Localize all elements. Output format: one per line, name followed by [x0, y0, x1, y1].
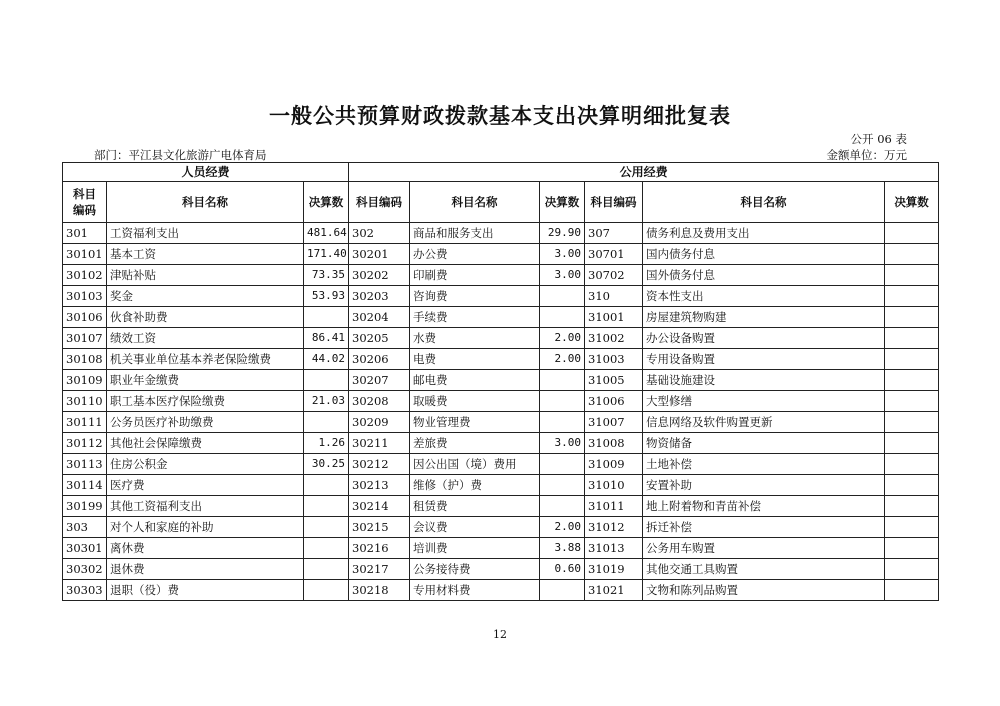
name-cell: 电费: [410, 349, 540, 370]
code-cell: 30101: [63, 244, 107, 265]
code-cell: 30701: [585, 244, 643, 265]
name-cell: 公务接待费: [410, 559, 540, 580]
col-header-amount-2: 决算数: [540, 182, 585, 223]
code-cell: 30206: [349, 349, 410, 370]
name-cell: 会议费: [410, 517, 540, 538]
name-cell: 维修（护）费: [410, 475, 540, 496]
name-cell: 印刷费: [410, 265, 540, 286]
name-cell: 办公费: [410, 244, 540, 265]
name-cell: 伙食补助费: [107, 307, 304, 328]
table-row: [63, 517, 939, 538]
code-cell: 301: [63, 223, 107, 244]
amount-cell: [540, 391, 585, 412]
name-cell: 退休费: [107, 559, 304, 580]
code-cell: 31011: [585, 496, 643, 517]
amount-cell: [304, 538, 349, 559]
table-row: [63, 538, 939, 559]
col-header-code-2: 科目编码: [349, 182, 410, 223]
amount-cell: [304, 496, 349, 517]
amount-cell: [304, 475, 349, 496]
name-cell: 其他工资福利支出: [107, 496, 304, 517]
col-header-code-3: 科目编码: [585, 182, 643, 223]
code-cell: 30217: [349, 559, 410, 580]
amount-cell: 44.02: [304, 349, 349, 370]
table-row: [63, 328, 939, 349]
form-number: 公开 06 表: [850, 132, 907, 146]
amount-cell: [540, 286, 585, 307]
code-cell: 30203: [349, 286, 410, 307]
amount-cell: 3.00: [540, 244, 585, 265]
name-cell: 职业年金缴费: [107, 370, 304, 391]
code-cell: 31021: [585, 580, 643, 601]
code-cell: 30102: [63, 265, 107, 286]
amount-cell: [304, 307, 349, 328]
amount-cell: 481.64: [304, 223, 349, 244]
expenditure-table: [62, 162, 939, 601]
table-row: [63, 307, 939, 328]
name-cell: 土地补偿: [643, 454, 885, 475]
code-cell: 30201: [349, 244, 410, 265]
code-cell: 30103: [63, 286, 107, 307]
group-header-row: [63, 163, 939, 182]
amount-cell: [304, 370, 349, 391]
amount-cell: 53.93: [304, 286, 349, 307]
amount-cell: [885, 328, 939, 349]
amount-cell: 21.03: [304, 391, 349, 412]
code-cell: 31006: [585, 391, 643, 412]
code-cell: 30303: [63, 580, 107, 601]
name-cell: 职工基本医疗保险缴费: [107, 391, 304, 412]
code-cell: 30209: [349, 412, 410, 433]
amount-cell: 171.40: [304, 244, 349, 265]
col-header-amount-1: 决算数: [304, 182, 349, 223]
amount-cell: [540, 454, 585, 475]
amount-cell: [885, 496, 939, 517]
name-cell: 退职（役）费: [107, 580, 304, 601]
amount-cell: [540, 475, 585, 496]
name-cell: 债务利息及费用支出: [643, 223, 885, 244]
amount-cell: [540, 307, 585, 328]
name-cell: 公务员医疗补助缴费: [107, 412, 304, 433]
amount-cell: 29.90: [540, 223, 585, 244]
public-group-header: 公用经费: [349, 163, 939, 182]
amount-cell: [885, 286, 939, 307]
code-cell: 30199: [63, 496, 107, 517]
name-cell: 绩效工资: [107, 328, 304, 349]
name-cell: 咨询费: [410, 286, 540, 307]
code-cell: 30208: [349, 391, 410, 412]
code-cell: 30110: [63, 391, 107, 412]
amount-cell: [304, 559, 349, 580]
amount-cell: 86.41: [304, 328, 349, 349]
amount-cell: [885, 349, 939, 370]
name-cell: 租赁费: [410, 496, 540, 517]
name-cell: 其他交通工具购置: [643, 559, 885, 580]
amount-unit-label: 金额单位：万元: [826, 148, 907, 162]
code-cell: 31005: [585, 370, 643, 391]
table-row: [63, 496, 939, 517]
amount-cell: 73.35: [304, 265, 349, 286]
amount-cell: 30.25: [304, 454, 349, 475]
name-cell: 手续费: [410, 307, 540, 328]
table-row: [63, 223, 939, 244]
code-cell: 30112: [63, 433, 107, 454]
table-row: [63, 433, 939, 454]
col-header-name-2: 科目名称: [410, 182, 540, 223]
code-cell: 31003: [585, 349, 643, 370]
name-cell: 办公设备购置: [643, 328, 885, 349]
code-cell: 30106: [63, 307, 107, 328]
amount-cell: 3.88: [540, 538, 585, 559]
column-header-row: [63, 182, 939, 223]
name-cell: 物资储备: [643, 433, 885, 454]
amount-cell: [885, 580, 939, 601]
name-cell: 住房公积金: [107, 454, 304, 475]
name-cell: 差旅费: [410, 433, 540, 454]
table-row: [63, 580, 939, 601]
amount-cell: [885, 433, 939, 454]
name-cell: 基本工资: [107, 244, 304, 265]
name-cell: 医疗费: [107, 475, 304, 496]
table-row: [63, 475, 939, 496]
name-cell: 基础设施建设: [643, 370, 885, 391]
report-title: 一般公共预算财政拨款基本支出决算明细批复表: [269, 103, 731, 128]
code-cell: 30302: [63, 559, 107, 580]
name-cell: 专用材料费: [410, 580, 540, 601]
code-cell: 30202: [349, 265, 410, 286]
code-cell: 31008: [585, 433, 643, 454]
name-cell: 离休费: [107, 538, 304, 559]
name-cell: 因公出国（境）费用: [410, 454, 540, 475]
code-cell: 31009: [585, 454, 643, 475]
code-cell: 30205: [349, 328, 410, 349]
table-row: [63, 454, 939, 475]
code-cell: 310: [585, 286, 643, 307]
amount-cell: [885, 307, 939, 328]
department-label: 部门：平江县文化旅游广电体育局: [94, 148, 267, 162]
table-row: [63, 412, 939, 433]
code-cell: 30211: [349, 433, 410, 454]
name-cell: 物业管理费: [410, 412, 540, 433]
name-cell: 文物和陈列品购置: [643, 580, 885, 601]
code-cell: 30213: [349, 475, 410, 496]
amount-cell: [304, 580, 349, 601]
code-cell: 31010: [585, 475, 643, 496]
code-cell: 31013: [585, 538, 643, 559]
code-cell: 30107: [63, 328, 107, 349]
table-row: [63, 286, 939, 307]
amount-cell: [885, 244, 939, 265]
amount-cell: [304, 412, 349, 433]
amount-cell: [885, 412, 939, 433]
amount-cell: [885, 370, 939, 391]
table-row: [63, 265, 939, 286]
amount-cell: [540, 370, 585, 391]
code-cell: 303: [63, 517, 107, 538]
name-cell: 安置补助: [643, 475, 885, 496]
amount-cell: 0.60: [540, 559, 585, 580]
code-cell: 30204: [349, 307, 410, 328]
name-cell: 商品和服务支出: [410, 223, 540, 244]
amount-cell: 3.00: [540, 433, 585, 454]
name-cell: 房屋建筑物购建: [643, 307, 885, 328]
name-cell: 专用设备购置: [643, 349, 885, 370]
code-cell: 30111: [63, 412, 107, 433]
amount-cell: 2.00: [540, 517, 585, 538]
table-row: [63, 391, 939, 412]
code-cell: 30108: [63, 349, 107, 370]
name-cell: 资本性支出: [643, 286, 885, 307]
name-cell: 信息网络及软件购置更新: [643, 412, 885, 433]
name-cell: 大型修缮: [643, 391, 885, 412]
amount-cell: [540, 412, 585, 433]
amount-cell: [885, 517, 939, 538]
name-cell: 取暖费: [410, 391, 540, 412]
amount-cell: [540, 496, 585, 517]
amount-cell: 1.26: [304, 433, 349, 454]
col-header-amount-3: 决算数: [885, 182, 939, 223]
amount-cell: 2.00: [540, 328, 585, 349]
code-cell: 30113: [63, 454, 107, 475]
code-cell: 30216: [349, 538, 410, 559]
code-cell: 302: [349, 223, 410, 244]
name-cell: 国内债务付息: [643, 244, 885, 265]
code-cell: 30212: [349, 454, 410, 475]
code-cell: 30214: [349, 496, 410, 517]
table-row: [63, 349, 939, 370]
col-header-name-1: 科目名称: [107, 182, 304, 223]
amount-cell: 2.00: [540, 349, 585, 370]
amount-cell: [885, 391, 939, 412]
code-cell: 30218: [349, 580, 410, 601]
name-cell: 拆迁补偿: [643, 517, 885, 538]
name-cell: 机关事业单位基本养老保险缴费: [107, 349, 304, 370]
name-cell: 工资福利支出: [107, 223, 304, 244]
code-cell: 31007: [585, 412, 643, 433]
name-cell: 奖金: [107, 286, 304, 307]
code-cell: 31001: [585, 307, 643, 328]
amount-cell: [885, 454, 939, 475]
code-cell: 30109: [63, 370, 107, 391]
code-cell: 31002: [585, 328, 643, 349]
amount-cell: [885, 265, 939, 286]
amount-cell: [885, 223, 939, 244]
name-cell: 水费: [410, 328, 540, 349]
amount-cell: 3.00: [540, 265, 585, 286]
page-number: 12: [493, 628, 507, 641]
col-header-code-1: 科目 编码: [63, 182, 107, 223]
code-cell: 30207: [349, 370, 410, 391]
code-cell: 30702: [585, 265, 643, 286]
code-cell: 30301: [63, 538, 107, 559]
amount-cell: [885, 559, 939, 580]
name-cell: 地上附着物和青苗补偿: [643, 496, 885, 517]
table-row: [63, 244, 939, 265]
name-cell: 公务用车购置: [643, 538, 885, 559]
code-cell: 31012: [585, 517, 643, 538]
amount-cell: [885, 475, 939, 496]
amount-cell: [304, 517, 349, 538]
table-row: [63, 370, 939, 391]
code-cell: 30215: [349, 517, 410, 538]
code-cell: 30114: [63, 475, 107, 496]
name-cell: 国外债务付息: [643, 265, 885, 286]
amount-cell: [885, 538, 939, 559]
name-cell: 其他社会保障缴费: [107, 433, 304, 454]
name-cell: 津贴补贴: [107, 265, 304, 286]
amount-cell: [540, 580, 585, 601]
name-cell: 对个人和家庭的补助: [107, 517, 304, 538]
code-cell: 307: [585, 223, 643, 244]
personnel-group-header: 人员经费: [63, 163, 349, 182]
table-row: [63, 559, 939, 580]
name-cell: 邮电费: [410, 370, 540, 391]
code-cell: 31019: [585, 559, 643, 580]
name-cell: 培训费: [410, 538, 540, 559]
col-header-name-3: 科目名称: [643, 182, 885, 223]
